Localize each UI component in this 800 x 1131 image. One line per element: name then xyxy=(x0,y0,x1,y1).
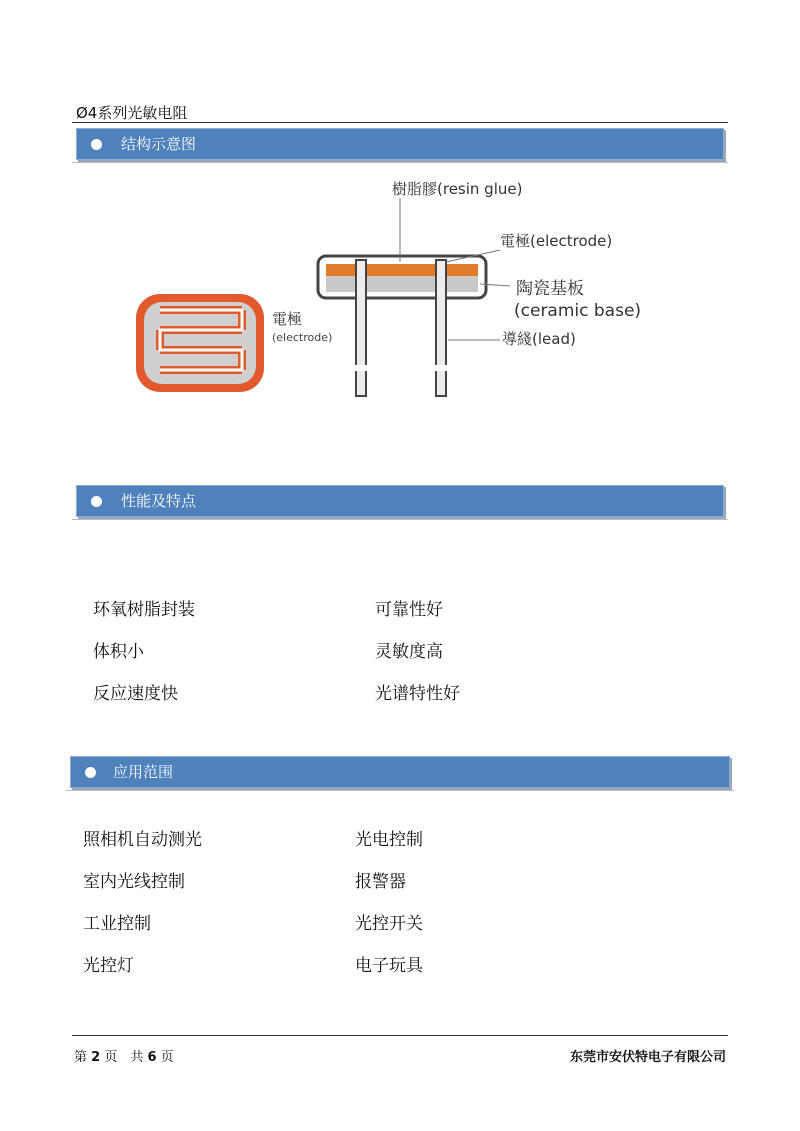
document-title: Ø4系列光敏电阻 xyxy=(76,104,188,122)
feature-item: 可靠性好 xyxy=(375,600,443,620)
section-title-features: 性能及特点 xyxy=(121,492,197,510)
structure-diagram xyxy=(130,170,670,410)
section-header-features xyxy=(76,485,724,517)
page-suffix: 页 xyxy=(160,1050,174,1065)
ceramic-base-en-label: (ceramic base) xyxy=(514,301,642,321)
section-header-structure xyxy=(76,128,724,160)
section-divider xyxy=(72,162,728,163)
photoresistor-top-view xyxy=(136,294,264,392)
application-item: 光控开关 xyxy=(355,914,423,934)
application-item: 室内光线控制 xyxy=(83,872,185,892)
page-mid: 页 共 xyxy=(104,1050,144,1065)
bullet-icon xyxy=(91,139,102,150)
photoresistor-side-view xyxy=(318,256,486,396)
application-item: 电子玩具 xyxy=(355,956,423,976)
electrode-left-en-label: (electrode) xyxy=(272,331,333,344)
application-item: 光控灯 xyxy=(83,956,134,976)
lead-label: 導綫(lead) xyxy=(502,330,576,348)
application-item: 照相机自动测光 xyxy=(83,830,202,850)
section-divider xyxy=(66,790,734,791)
electrode-layer xyxy=(326,264,478,276)
title-divider xyxy=(72,122,728,123)
bullet-icon xyxy=(85,767,96,778)
page-number xyxy=(74,1046,174,1065)
section-header-applications xyxy=(70,756,730,788)
section-title-applications: 应用范围 xyxy=(113,763,174,781)
feature-item: 反应速度快 xyxy=(93,684,178,704)
feature-item: 体积小 xyxy=(93,642,144,662)
feature-item: 环氧树脂封装 xyxy=(93,600,195,620)
application-item: 工业控制 xyxy=(83,914,151,934)
footer-divider xyxy=(72,1035,728,1036)
application-item: 光电控制 xyxy=(355,830,423,850)
page-current: 2 xyxy=(91,1050,101,1065)
section-divider xyxy=(72,519,728,520)
electrode-right-label: 電極(electrode) xyxy=(500,232,613,250)
page-total: 6 xyxy=(147,1050,157,1065)
bullet-icon xyxy=(91,496,102,507)
resin-glue-label: 樹脂膠(resin glue) xyxy=(392,180,523,198)
lead-left xyxy=(356,260,366,396)
page-prefix: 第 xyxy=(74,1050,88,1065)
company-name: 东莞市安伏特电子有限公司 xyxy=(569,1050,726,1065)
ceramic-base-cn-label: 陶瓷基板 xyxy=(516,279,584,299)
ceramic-base xyxy=(326,276,478,292)
section-title-structure: 结构示意图 xyxy=(121,135,197,153)
application-item: 报警器 xyxy=(355,872,406,892)
feature-item: 光谱特性好 xyxy=(375,684,460,704)
electrode-left-cn-label: 電極 xyxy=(272,310,303,328)
feature-item: 灵敏度高 xyxy=(375,642,443,662)
lead-right xyxy=(436,260,446,396)
